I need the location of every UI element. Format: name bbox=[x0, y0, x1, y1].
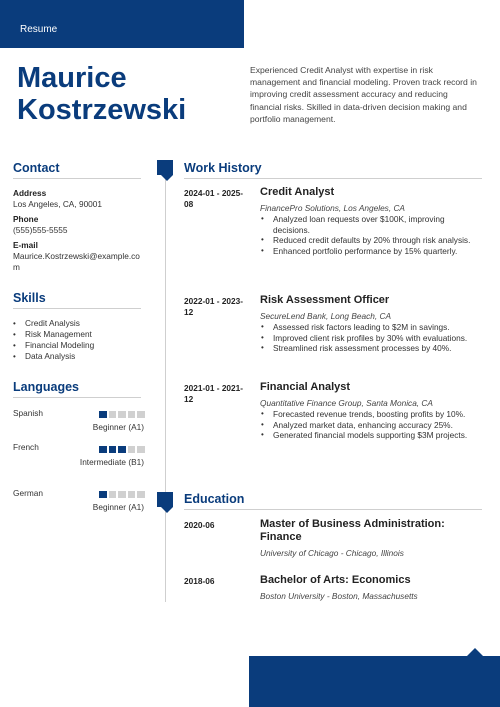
footer-notch bbox=[467, 648, 483, 656]
skills-list bbox=[13, 318, 94, 362]
rating-segment bbox=[118, 446, 126, 453]
education-school: Boston University - Boston, Massachusetts bbox=[260, 591, 418, 601]
skill-item: • Financial Modeling bbox=[13, 340, 94, 351]
language-name: French bbox=[13, 442, 39, 452]
rating-segment bbox=[137, 411, 145, 418]
skills-divider bbox=[13, 308, 141, 309]
job-title: Risk Assessment Officer bbox=[260, 294, 390, 306]
skill-item: • Risk Management bbox=[13, 329, 94, 340]
resume-label: Resume bbox=[20, 24, 58, 35]
job-dates: 2022-01 - 2023-12 bbox=[184, 296, 244, 317]
rating-segment bbox=[99, 491, 107, 498]
rating-segment bbox=[99, 411, 107, 418]
languages-divider bbox=[13, 397, 141, 398]
education-date: 2020-06 bbox=[184, 520, 215, 530]
rating-segment bbox=[118, 411, 126, 418]
phone-label: Phone bbox=[13, 214, 39, 224]
rating-segment bbox=[118, 491, 126, 498]
skill-item: • Data Analysis bbox=[13, 351, 94, 362]
job-dates: 2021-01 - 2021-12 bbox=[184, 383, 244, 404]
flag-icon bbox=[157, 492, 173, 507]
rating-segment bbox=[128, 491, 136, 498]
job-bullet: • Analyzed market data, enhancing accuracy 25%. bbox=[260, 420, 480, 431]
rating-segment bbox=[128, 446, 136, 453]
language-level: Beginner (A1) bbox=[92, 422, 144, 432]
language-rating-bar bbox=[99, 446, 145, 453]
header-bar bbox=[0, 0, 244, 48]
job-bullets bbox=[260, 409, 480, 441]
education-divider bbox=[184, 509, 482, 510]
email-value[interactable]: Maurice.Kostrzewski@example.com bbox=[13, 251, 140, 272]
job-bullets bbox=[260, 214, 480, 256]
footer-block bbox=[249, 656, 500, 707]
language-name: Spanish bbox=[13, 408, 43, 418]
job-title: Financial Analyst bbox=[260, 381, 351, 393]
job-dates: 2024-01 - 2025-08 bbox=[184, 188, 244, 209]
job-bullets bbox=[260, 322, 480, 354]
contact-divider bbox=[13, 178, 141, 179]
work-divider bbox=[184, 178, 482, 179]
skills-title: Skills bbox=[13, 291, 46, 305]
education-title: Education bbox=[184, 492, 245, 506]
rating-segment bbox=[137, 446, 145, 453]
candidate-name: Maurice Kostrzewski bbox=[17, 62, 187, 126]
language-name: German bbox=[13, 488, 43, 498]
flag-icon bbox=[157, 160, 173, 175]
education-school: University of Chicago - Chicago, Illinois bbox=[260, 548, 404, 558]
email-label: E-mail bbox=[13, 240, 38, 250]
job-bullet: • Enhanced portfolio performance by 15% quarterly. bbox=[260, 246, 480, 257]
languages-title: Languages bbox=[13, 380, 79, 394]
job-company: FinancePro Solutions, Los Angeles, CA bbox=[260, 203, 405, 213]
education-degree: Master of Business Administration: Finance bbox=[260, 518, 445, 543]
address-value: Los Angeles, CA, 90001 bbox=[13, 199, 103, 209]
rating-segment bbox=[109, 411, 117, 418]
timeline-line bbox=[165, 176, 166, 602]
education-degree: Bachelor of Arts: Economics bbox=[260, 574, 411, 586]
job-bullet: • Generated financial models supporting $3M projects. bbox=[260, 430, 480, 441]
education-date: 2018-06 bbox=[184, 576, 215, 586]
job-bullet: • Analyzed loan requests over $100K, improving decisions. bbox=[260, 214, 480, 235]
address-label: Address bbox=[13, 188, 47, 198]
job-bullet: • Forecasted revenue trends, boosting profits by 10%. bbox=[260, 409, 480, 420]
language-rating-bar bbox=[99, 491, 145, 498]
summary-text: Experienced Credit Analyst with expertise in risk management and financial modeling. Proven track record in improving credit assessment accuracy and reducing financial risks. Skilled in data-driven decision making and portfolio management. bbox=[250, 65, 477, 124]
work-history-title: Work History bbox=[184, 161, 262, 175]
rating-segment bbox=[128, 411, 136, 418]
language-level: Intermediate (B1) bbox=[79, 457, 144, 467]
rating-segment bbox=[109, 491, 117, 498]
rating-segment bbox=[109, 446, 117, 453]
phone-value: (555)555-5555 bbox=[13, 225, 68, 235]
contact-title: Contact bbox=[13, 161, 60, 175]
skill-item: • Credit Analysis bbox=[13, 318, 94, 329]
job-company: SecureLend Bank, Long Beach, CA bbox=[260, 311, 391, 321]
job-bullet: • Reduced credit defaults by 20% through risk analysis. bbox=[260, 235, 480, 246]
job-bullet: • Improved client risk profiles by 30% with evaluations. bbox=[260, 333, 480, 344]
language-level: Beginner (A1) bbox=[92, 502, 144, 512]
rating-segment bbox=[137, 491, 145, 498]
rating-segment bbox=[99, 446, 107, 453]
job-company: Quantitative Finance Group, Santa Monica, CA bbox=[260, 398, 433, 408]
job-title: Credit Analyst bbox=[260, 186, 335, 198]
job-bullet: • Streamlined risk assessment processes by 40%. bbox=[260, 343, 480, 354]
language-rating-bar bbox=[99, 411, 145, 418]
job-bullet: • Assessed risk factors leading to $2M in savings. bbox=[260, 322, 480, 333]
